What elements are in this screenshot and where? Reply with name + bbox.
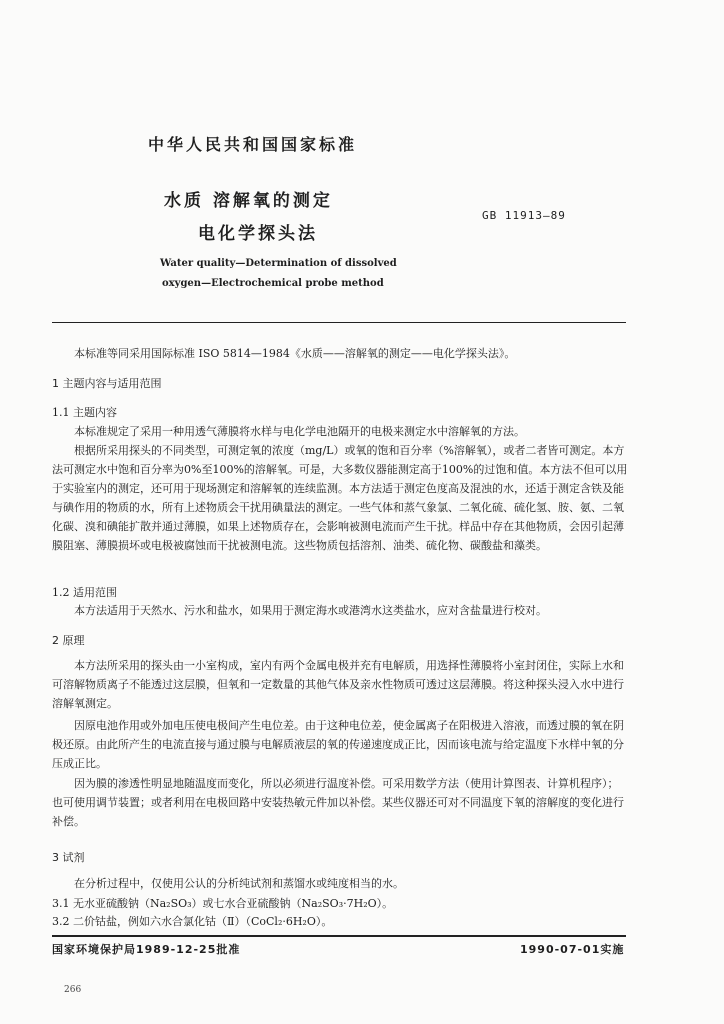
standard-number: GB 11913—89 [482, 209, 566, 222]
section1-1-paragraph1: 本标准规定了采用一种用透气薄膜将水样与电化学电池隔开的电极来测定水中溶解氧的方法。 [74, 425, 525, 438]
implementation-date: 1990-07-01实施 [520, 943, 625, 956]
title-english-line1: Water quality—Determination of dissolved [160, 258, 397, 269]
section3-item2: 3.2 二价钴盐，例如六水合氯化钴（Ⅱ）（CoCl₂·6H₂O）。 [52, 915, 333, 928]
national-standard-heading: 中华人民共和国国家标准 [148, 135, 358, 154]
section3-heading: 3 试剂 [52, 851, 85, 864]
section3-paragraph1: 在分析过程中，仅使用公认的分析纯试剂和蒸馏水或纯度相当的水。 [74, 877, 404, 890]
section1-2-paragraph1: 本方法适用于天然水、污水和盐水，如果用于测定海水或港湾水这类盐水，应对含盐量进行校对。 [74, 604, 547, 617]
section1-1-paragraph2: 根据所采用探头的不同类型，可测定氧的浓度（mg/L）或氧的饱和百分率（%溶解氧），或者二者皆可测定。本方法可测定水中饱和百分率为0%至100%的溶解氧。可是，大多数仪器能测定高于100%的过饱和值。本方法不但可以用于实验室内的测定，还可用于现场测定和溶解氧的连续监测。本方法适于测定色度高及混浊的水，还适于测定含铁及能与碘作用的物质的水，所有上述物质会干扰用碘量法的测定。一些气体和蒸气象氯、二氧化硫、硫化氢、胺、氨、二氧化碳、溴和碘能扩散并通过薄膜，如果上述物质存在，会影响被测电流而产生干扰。样品中存在其他物质，会因引起薄膜阻塞、薄膜损坏或电极被腐蚀而干扰被测电流。这些物质包括溶剂、油类、硫化物、碳酸盐和藻类。 [52, 444, 628, 552]
title-chinese-line2: 电化学探头法 [198, 224, 318, 244]
section1-1-heading: 1.1 主题内容 [52, 406, 117, 419]
title-english-line2: oxygen—Electrochemical probe method [162, 278, 384, 289]
intro-statement: 本标准等同采用国际标准 ISO 5814—1984《水质——溶解氧的测定——电化学探头法》。 [74, 347, 516, 360]
approval-date: 国家环境保护局1989-12-25批准 [52, 943, 241, 956]
title-chinese-line1: 水质 溶解氧的测定 [164, 191, 333, 211]
footer-divider [52, 935, 626, 937]
section2-paragraph3: 因为膜的渗透性明显地随温度而变化，所以必须进行温度补偿。可采用数学方法（使用计算图表、计算机程序）；也可使用调节装置；或者利用在电极回路中安装热敏元件加以补偿。某些仪器还可对不同温度下氧的溶解度的变化进行补偿。 [52, 777, 624, 828]
section2-heading: 2 原理 [52, 634, 85, 647]
section1-heading: 1 主题内容与适用范围 [52, 377, 162, 390]
section1-2-heading: 1.2 适用范围 [52, 586, 117, 599]
section2-paragraph1: 本方法所采用的探头由一小室构成，室内有两个金属电极并充有电解质，用选择性薄膜将小室封闭住，实际上水和可溶解物质离子不能透过这层膜，但氧和一定数量的其他气体及亲水性物质可透过这层薄膜。将这种探头浸入水中进行溶解氧测定。 [52, 659, 624, 710]
section2-paragraph2: 因原电池作用或外加电压使电极间产生电位差。由于这种电位差，使金属离子在阳极进入溶液，而透过膜的氧在阴极还原。由此所产生的电流直接与通过膜与电解质液层的氧的传递速度成正比，因而该电流与给定温度下水样中氧的分压成正比。 [52, 719, 624, 770]
header-divider [52, 322, 626, 323]
section3-item1: 3.1 无水亚硫酸钠（Na₂SO₃）或七水合亚硫酸钠（Na₂SO₃·7H₂O）。 [52, 897, 394, 910]
page-number: 266 [64, 985, 82, 995]
